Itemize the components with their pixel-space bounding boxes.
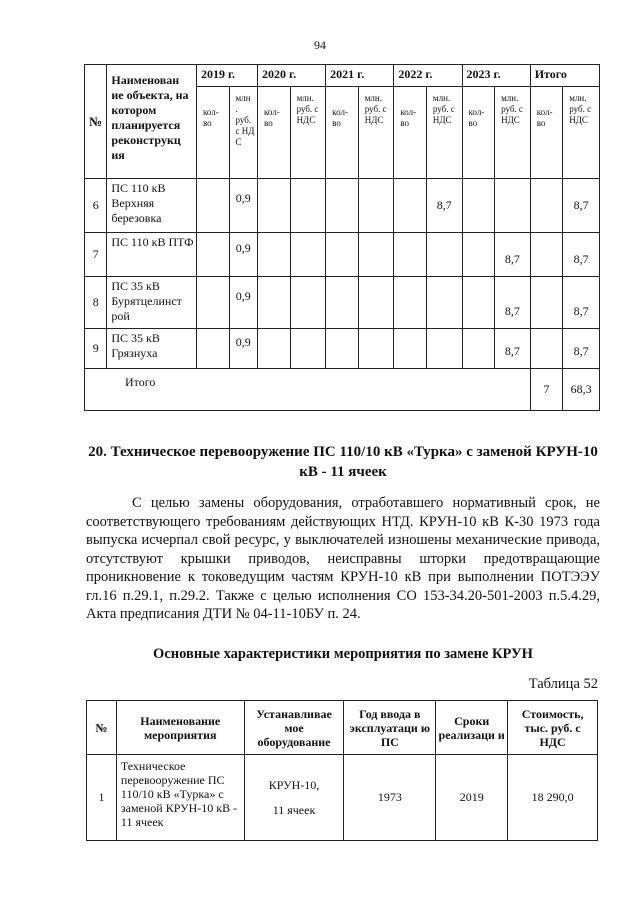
row-object-name: ПС 35 кВ Бурятцелинст рой [107,277,197,329]
commissioning-year: 1973 [344,755,436,841]
table-heading: Основные характеристики мероприятия по замене КРУН [153,646,533,662]
row-no: 9 [85,329,107,369]
equipment-line: 11 ячеек [272,802,316,817]
header-sum: млн. руб. с НДС [290,87,326,179]
projects-table [84,64,600,411]
header-qty: кол-во [196,87,229,179]
header-sum: млн. руб. с НДС [358,87,394,179]
table-row [87,755,598,841]
table-caption: Таблица 52 [528,676,598,692]
header-year: 2021 г. [326,65,394,87]
cell-2023-sum: 8,7 [495,277,531,329]
page-number: 94 [314,38,326,52]
implementation-period: 2019 [436,755,508,841]
header-qty: кол-во [258,87,291,179]
header-sum: млн. руб. с НДС [563,87,600,179]
header-sum: млн . руб. с НД С [229,87,257,179]
row-no: 6 [85,179,107,233]
header-year: 2019 г. [196,65,257,87]
row-no: 1 [87,755,117,841]
cell-2023-sum: 8,7 [495,233,531,277]
row-no: 8 [85,277,107,329]
equipment-line: КРУН-10, [268,777,320,792]
header-qty: кол-во [462,87,495,179]
cell-2019-sum: 0,9 [229,329,257,369]
header-no: № [87,701,117,755]
total-row [85,369,600,411]
cell-total-sum: 8,7 [563,179,600,233]
header-year: 2020 г. [258,65,326,87]
header-commissioning-year: Год ввода в эксплуатаци ю ПС [344,701,436,755]
table-row [85,179,600,233]
header-implementation-period: Сроки реализаци и [436,701,508,755]
header-cost: Стоимость, тыс. руб. с НДС [508,701,598,755]
header-object-name: Наименован ие объекта, на котором планируется реконструкц ия [107,65,197,179]
equipment-cell [244,755,344,841]
krun-characteristics-table [86,700,598,841]
table-row [85,233,600,277]
header-sum: млн. руб. с НДС [495,87,531,179]
cell-2019-sum: 0,9 [229,233,257,277]
header-qty: кол-во [326,87,359,179]
cell-2022-sum: 8,7 [426,179,462,233]
total-qty: 7 [530,369,563,411]
cell-2019-sum: 0,9 [229,277,257,329]
row-no: 7 [85,233,107,277]
section-heading: 20. Техническое перевооружение ПС 110/10 кВ «Турка» с заменой КРУН-10 кВ - 11 ячеек [88,444,598,480]
header-total: Итого [530,65,599,87]
total-sum: 68,3 [563,369,600,411]
cost: 18 290,0 [508,755,598,841]
header-measure: Наименование мероприятия [116,701,244,755]
body-paragraph: С целью замены оборудования, отработавшего нормативный срок, не соответствующего требованиям действующих НТД. КРУН-10 кВ К-30 1973 года выпуска исчерпал свой ресурс, у выключателей изношены механические привода, отсутствуют крышки приводов, неисправны шторки предотвращающие проникновение к токоведущим частям КРУН-10 кВ при выполнении ПОТЭЭУ гл.16 п.29.1, п.29.2. Также с целью исполнения СО 153-34.20-501-2003 п.5.4.29, Акта предписания ДТИ № 04-11-10БУ п. 24. [86,495,600,622]
row-object-name: ПС 110 кВ Верхняя березовка [107,179,197,233]
cell-2023-sum: 8,7 [495,329,531,369]
header-sum: млн. руб. с НДС [426,87,462,179]
header-qty: кол-во [530,87,563,179]
table-row [85,277,600,329]
row-object-name: ПС 110 кВ ПТФ [107,233,197,277]
header-no: № [85,65,107,179]
cell-total-sum: 8,7 [563,233,600,277]
header-year: 2023 г. [462,65,530,87]
row-object-name: ПС 35 кВ Грязнуха [107,329,197,369]
header-year: 2022 г. [394,65,462,87]
cell-2019-sum: 0,9 [229,179,257,233]
header-qty: кол-во [394,87,427,179]
cell-total-sum: 8,7 [563,329,600,369]
table-row [85,329,600,369]
header-equipment: Устанавливае мое оборудование [244,701,344,755]
measure-name: Техническое перевооружение ПС 110/10 кВ «Турка» с заменой КРУН-10 кВ - 11 ячеек [116,755,244,841]
cell-total-sum: 8,7 [563,277,600,329]
total-label: Итого [85,369,531,411]
